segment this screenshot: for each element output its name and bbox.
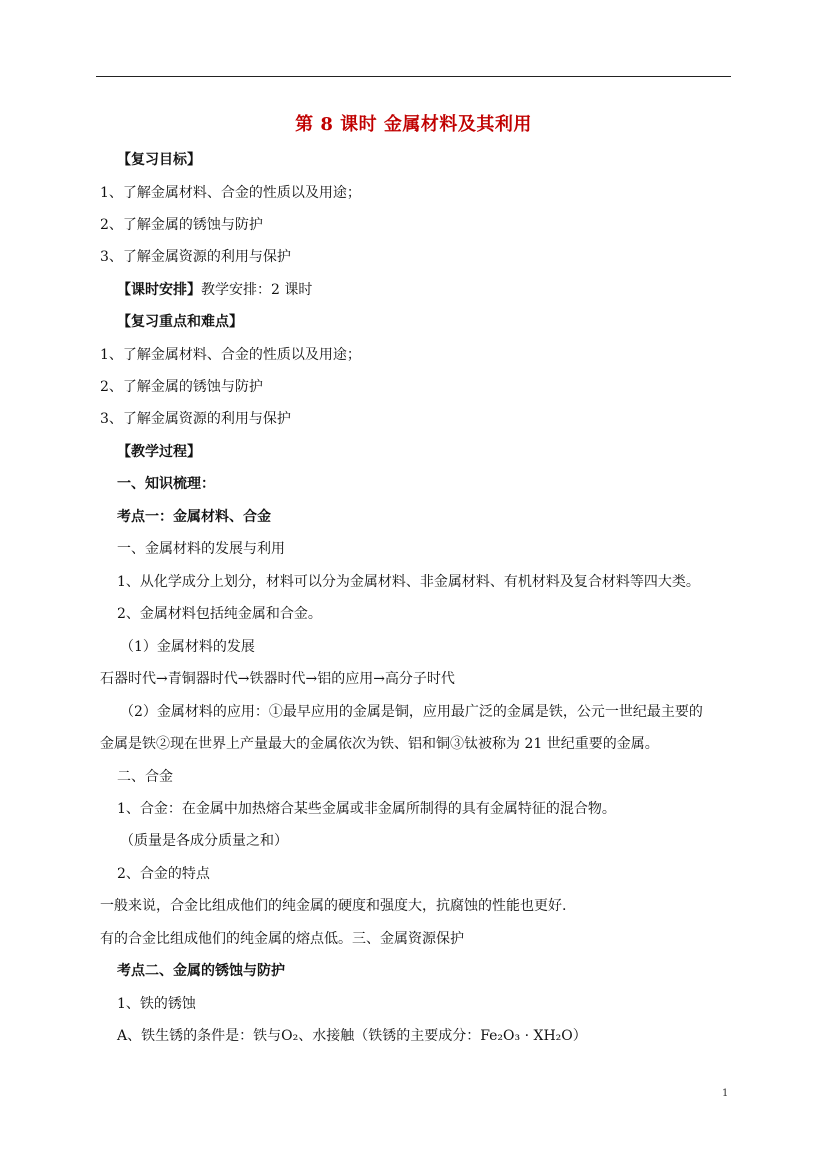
text-line: 考点二、金属的锈蚀与防护	[117, 963, 285, 979]
text-line: 2、了解金属的锈蚀与防护	[100, 217, 263, 233]
text-line: 石器时代→青铜器时代→铁器时代→铝的应用→高分子时代	[100, 671, 455, 687]
text-line: 3、了解金属资源的利用与保护	[100, 249, 291, 265]
text-line: （1）金属材料的发展	[120, 639, 255, 655]
text-line: 一、金属材料的发展与利用	[117, 541, 285, 557]
text-line: 1、合金：在金属中加热熔合某些金属或非金属所制得的具有金属特征的混合物。	[117, 801, 616, 817]
text-line: 有的合金比组成他们的纯金属的熔点低。三、金属资源保护	[100, 931, 464, 947]
text-line: A、铁生锈的条件是：铁与O₂、水接触（铁锈的主要成分：Fe₂O₃ · XH₂O）	[117, 1028, 587, 1044]
text-line	[117, 280, 312, 300]
section-heading: 【课时安排】	[117, 282, 201, 298]
text-line: 【复习目标】	[117, 152, 201, 168]
text-line: 一、知识梳理：	[117, 476, 215, 492]
text-line: 金属是铁②现在世界上产量最大的金属依次为铁、铝和铜③钛被称为 21 世纪重要的金属。	[100, 736, 659, 752]
page-number: 1	[722, 1088, 729, 1099]
text-line: 2、了解金属的锈蚀与防护	[100, 379, 263, 395]
text-line: （质量是各成分质量之和）	[120, 833, 288, 849]
text-line: 2、合金的特点	[117, 866, 210, 882]
text-line: 一般来说，合金比组成他们的纯金属的硬度和强度大，抗腐蚀的性能也更好.	[100, 898, 567, 914]
text-line: 1、铁的锈蚀	[117, 996, 196, 1012]
text-line: 1、了解金属材料、合金的性质以及用途；	[100, 185, 361, 201]
page-title: 第 8 课时 金属材料及其利用	[295, 114, 532, 135]
line-text: 教学安排：2 课时	[201, 282, 313, 298]
text-line: （2）金属材料的应用：①最早应用的金属是铜，应用最广泛的金属是铁，公元一世纪最主要的	[120, 704, 703, 720]
text-line: 1、了解金属材料、合金的性质以及用途；	[100, 347, 361, 363]
text-line: 【教学过程】	[117, 444, 201, 460]
header-rule	[96, 76, 731, 77]
text-line: 二、合金	[117, 769, 173, 785]
text-line: 2、金属材料包括纯金属和合金。	[117, 606, 322, 622]
text-line: 考点一：金属材料、合金	[117, 509, 271, 525]
text-line: 3、了解金属资源的利用与保护	[100, 411, 291, 427]
text-line: 1、从化学成分上划分，材料可以分为金属材料、非金属材料、有机材料及复合材料等四大类。	[117, 574, 700, 590]
text-line: 【复习重点和难点】	[117, 314, 243, 330]
